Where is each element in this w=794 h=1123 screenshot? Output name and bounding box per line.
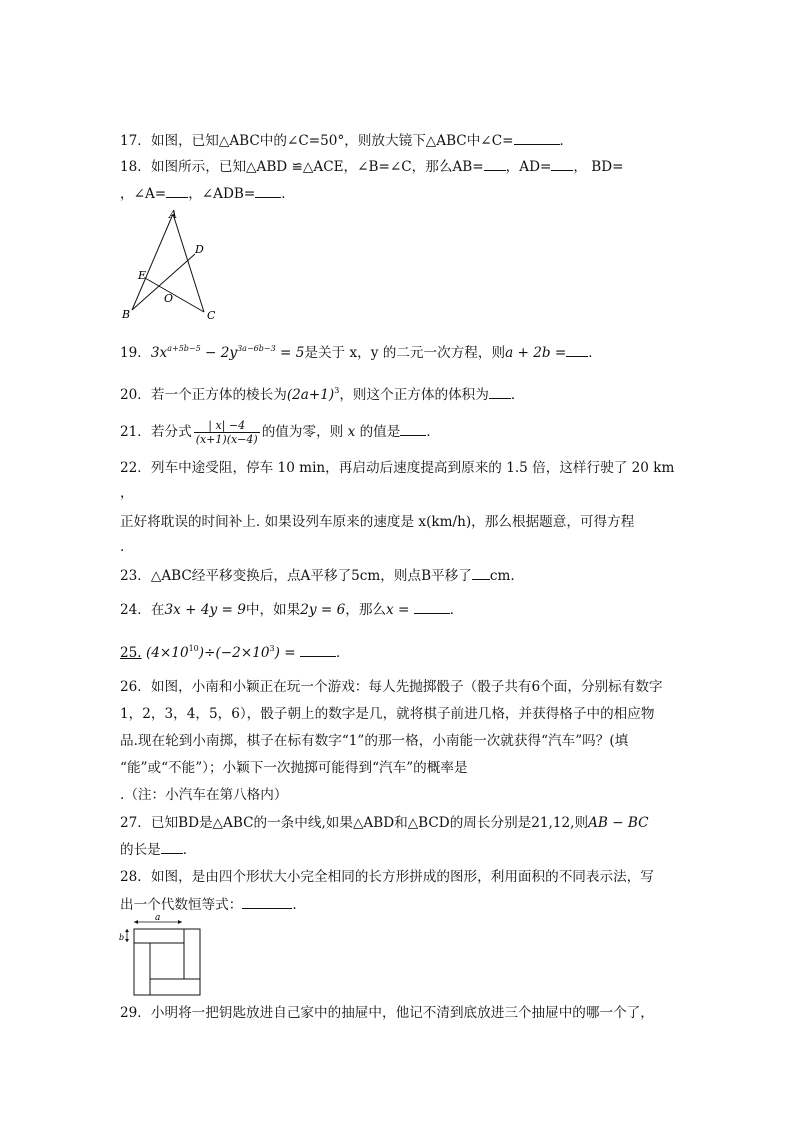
question-18-line-2: ，∠A= ，∠ADB= ． <box>120 186 295 202</box>
answer-blank[interactable] <box>414 600 450 614</box>
question-29: 29．小明将一把钥匙放进自己家中的抽屉中，他记不清到底放进三个抽屉中的哪一个了， <box>120 1005 654 1021</box>
rectangles-figure-28 <box>118 914 206 998</box>
answer-blank[interactable] <box>489 385 511 399</box>
answer-blank[interactable] <box>472 566 490 580</box>
answer-blank[interactable] <box>161 840 183 854</box>
question-18-line-1: 18．如图所示，已知△ABD ≌△ACE，∠B=∠C，那么AB= ，AD= ， BD= <box>120 159 624 175</box>
label-b: B <box>122 308 131 321</box>
label-e: E <box>138 269 147 282</box>
question-25: 25. $(4\times 10^{10})\div(-2\times 10^3)$ = ． <box>120 644 350 661</box>
question-22-line-4: . <box>120 539 125 555</box>
answer-blank[interactable] <box>551 157 573 171</box>
question-22-line-2: ， <box>120 485 134 501</box>
question-24: 24．在3x + 4y = 9中，如果2y = 6，那么x = ． <box>120 602 464 618</box>
question-17: 17．如图，已知△ABC中的∠C=50°，则放大镜下△ABC中∠C= ． <box>120 133 574 149</box>
label-o: O <box>164 292 174 305</box>
label-a: a <box>155 914 161 923</box>
question-22-line-3: 正好将耽误的时间补上. 如果设列车原来的速度是 x(km/h)，那么根据题意，可得方程 <box>120 514 635 530</box>
question-19: 19．$3x^{a+5b-5} - 2y^{3a-6b-3} = 5$是关于 x，y 的二元一次方程，则a + 2b = ． <box>120 344 602 361</box>
answer-blank[interactable] <box>242 895 292 909</box>
question-23: 23．△ABC经平移变换后，点A平移了5cm，则点B平移了 cm. <box>120 568 515 584</box>
question-28-line-2: 出一个代数恒等式： . <box>120 897 297 913</box>
question-26-line-4: “能”或“不能”）；小颖下一次抛掷可能得到“汽车”的概率是 <box>120 760 468 776</box>
answer-blank[interactable] <box>484 157 506 171</box>
question-26-line-3: 品.现在轮到小南掷，棋子在标有数字“1”的那一格，小南能一次就获得“汽车”吗？(填 <box>120 733 629 749</box>
answer-blank[interactable] <box>400 422 426 436</box>
question-26-line-1: 26．如图，小南和小颖正在玩一个游戏：每人先抛掷骰子（骰子共有6个面，分别标有数字 <box>120 679 663 695</box>
question-26-line-5: .（注：小汽车在第八格内） <box>120 787 288 803</box>
label-d: D <box>195 243 204 256</box>
question-27-line-2: 的长是 ． <box>120 842 197 858</box>
fraction: $\frac{| x| -4}{(x+1)(x-4)}$ <box>195 419 258 446</box>
question-20: 20．若一个正方体的棱长为$(2a+1)^3$，则这个正方体的体积为 ． <box>120 386 525 403</box>
answer-blank[interactable] <box>255 184 281 198</box>
answer-blank[interactable] <box>300 643 336 657</box>
question-27-line-1: 27．已知BD是△ABC的一条中线,如果△ABD和△BCD的周长分别是21,12,则AB − BC <box>120 815 649 831</box>
label-c: C <box>207 309 216 322</box>
question-22-line-1: 22．列车中途受阻，停车 10 min，再启动后速度提高到原来的 1.5 倍，这样行驶了 20 km <box>120 460 675 476</box>
label-b: b <box>119 933 125 942</box>
question-26-line-2: 1，2，3，4，5，6），骰子朝上的数字是几，就将棋子前进几格，并获得格子中的相应物 <box>120 706 655 722</box>
label-a: A <box>169 208 177 221</box>
answer-blank[interactable] <box>566 343 588 357</box>
answer-blank[interactable] <box>166 184 188 198</box>
answer-blank[interactable] <box>514 131 560 145</box>
question-21: 21．若分式 $\frac{| x| -4}{(x+1)(x-4)}$ 的值为零，则 x 的值是 ． <box>120 419 440 446</box>
triangle-figure-18 <box>118 206 228 324</box>
question-28-line-1: 28．如图，是由四个形状大小完全相同的长方形拼成的图形，利用面积的不同表示法，写 <box>120 869 654 885</box>
